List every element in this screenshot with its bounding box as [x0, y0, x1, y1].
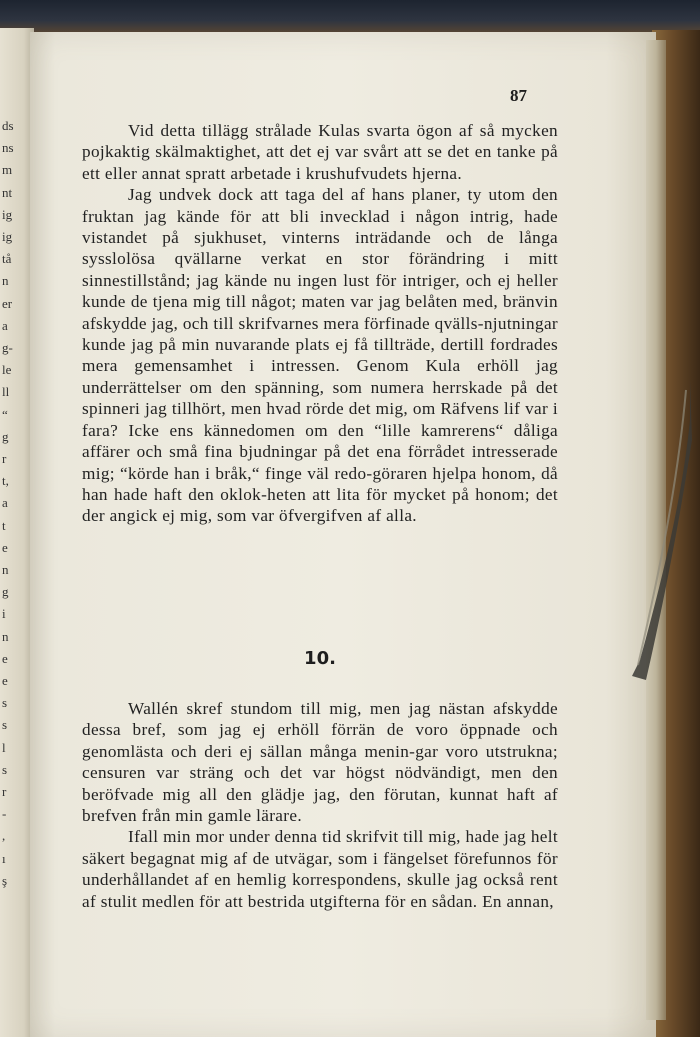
- facing-page-fragment: t: [2, 517, 6, 533]
- page-number: 87: [510, 86, 527, 105]
- facing-page-fragment: tå: [2, 251, 12, 267]
- facing-page-fragment: m: [2, 162, 13, 178]
- facing-page-fragment: g-: [2, 340, 13, 355]
- facing-page-fragment: e: [2, 539, 8, 555]
- section-heading: 10.: [304, 648, 336, 669]
- facing-page-fragment: a: [2, 495, 8, 511]
- body-text-bottom: [82, 698, 558, 912]
- facing-page-fragment: ig: [2, 229, 13, 244]
- facing-page-fragment: n: [2, 273, 9, 289]
- facing-page-fragment: g: [2, 584, 9, 600]
- facing-page-fragment: n: [2, 628, 9, 644]
- facing-page-fragment: ig: [2, 206, 13, 222]
- facing-page-fragment: ı: [2, 850, 6, 866]
- facing-page-fragment: s: [2, 761, 8, 777]
- body-text-top: [82, 120, 558, 527]
- background-top: [0, 0, 700, 34]
- facing-page-fragment: -: [2, 806, 7, 822]
- paragraph: Jag undvek dock att taga del af hans planer, ty utom den fruktan jag kände för att bli invecklad i någon intrig, hade vistandet på sjukhuset, vinterns inträdande och de långa sysslolösa qvällarne verkat en stor förändring i mitt sinnestillstånd; jag kände nu ingen lust för intriger, och ej heller kunde de tjena mig till något; maten var jag belåten med, bränvin afskydde jag, och till skrifvarnes mera förfinade qvälls-njutningar kunde jag på min nuvarande plats ej få tillträde, dertill fordrades mera gemensamhet i intressen. Genom Kula erhöll jag underrättelser om den spänning, som numera herrskade på det spinneri jag tillhört, men hvad rörde det mig, om Räfvens lif var i fara? Icke ens kännedomen om den “lille kamrerens“ dåliga affärer och små fina bjudningar på det ena förrådet intresserade mig; “körde han i bråk,“ finge väl redo-göraren hjelpa honom, då han hade haft den oklok-heten att lita för mycket på honom; det der angick ej mig, som var öfvergifven af alla.: [82, 185, 558, 526]
- facing-page-fragment: n: [2, 562, 9, 577]
- facing-page-fragment: “: [2, 406, 8, 422]
- facing-page-fragment: s: [2, 695, 8, 711]
- facing-page-fragment: g: [2, 428, 9, 444]
- facing-page-fragment: ns: [2, 140, 14, 156]
- facing-page-fragment: r: [2, 451, 7, 466]
- paragraph: Vid detta tillägg strålade Kulas svarta ögon af så mycken pojkaktig skälmaktighet, att det ej var svårt att se det en tanke på ett eller annat spratt arbetade i krushufvudets hjerna.: [82, 121, 558, 183]
- facing-page-fragment: e: [2, 650, 8, 666]
- facing-page-fragment: l: [2, 739, 6, 755]
- facing-page-edge: [0, 28, 34, 1037]
- facing-page-fragment: r: [2, 784, 7, 799]
- facing-page-fragment: t,: [2, 473, 9, 489]
- facing-page-fragment: le: [2, 362, 12, 378]
- facing-page-fragment: e: [2, 673, 8, 688]
- bookmark-ribbon: [632, 380, 692, 700]
- facing-page-fragment: nt: [2, 184, 13, 200]
- paragraph: Ifall min mor under denna tid skrifvit till mig, hade jag helt säkert begagnat mig af de utvägar, som i fängelset förefunnos för underhållandet af en hemlig korrespondens, skulle jag också rent af stulit medlen för att bestrida utgifterna för en sådan. En annan,: [82, 827, 558, 911]
- facing-page-fragment: er: [2, 295, 13, 311]
- facing-page-fragment: ds: [2, 118, 14, 133]
- facing-page-fragment: i: [2, 606, 6, 622]
- facing-page-fragment: ş: [2, 872, 8, 888]
- paragraph: Wallén skref stundom till mig, men jag nästan afskydde dessa bref, som jag ej erhöll förrän de voro öppnade och genomlästa och deri ej sällan många menin-gar voro utstrukna; censuren var sträng och det var högst nödvändigt, men den beröfvade mig all den glädje jag, den förutan, kunnat haft af brefven från min gamle lärare.: [82, 699, 558, 826]
- facing-page-fragment: ,: [2, 828, 6, 844]
- facing-page-fragment: s: [2, 717, 8, 733]
- facing-page-fragment: ll: [2, 384, 10, 400]
- facing-page-fragment: a: [2, 317, 8, 333]
